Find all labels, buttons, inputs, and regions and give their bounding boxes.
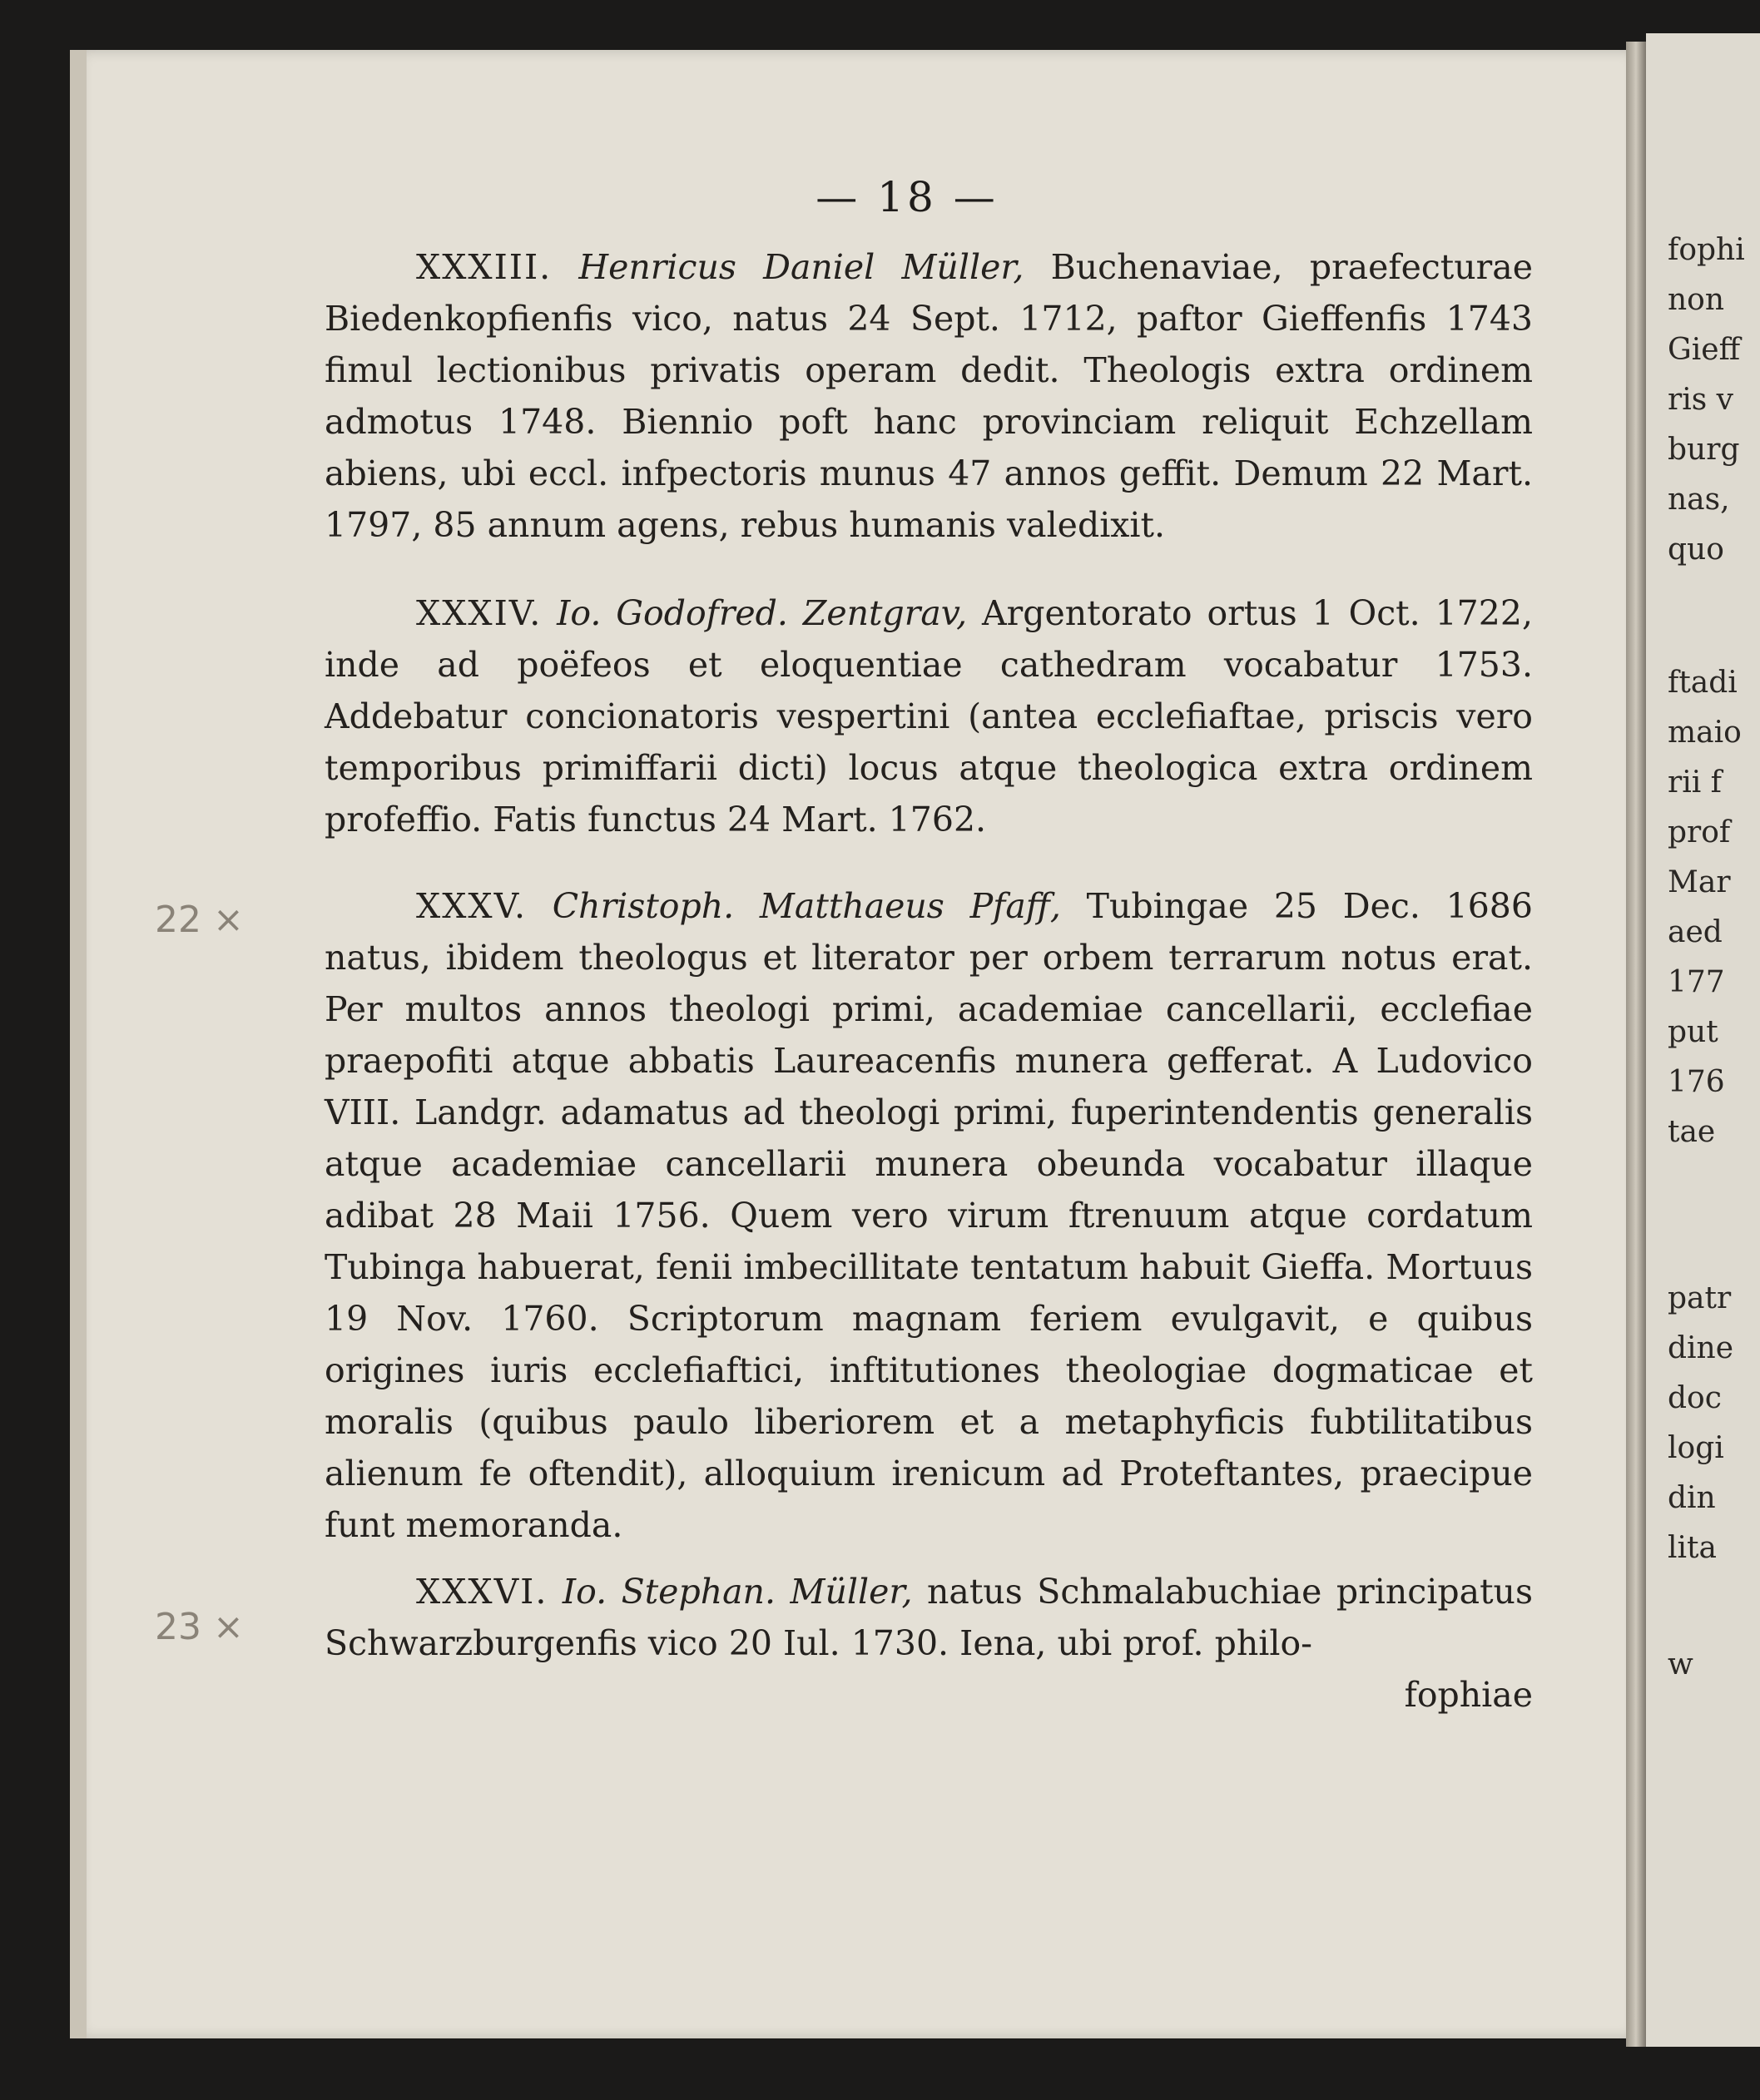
entry-numeral: XXXV. <box>416 886 528 926</box>
entry-36 <box>325 1566 1533 1669</box>
adjacent-page-fragment: quo <box>1668 532 1724 567</box>
entry-numeral: XXXIII. <box>416 247 553 287</box>
adjacent-page-fragment: Gieff <box>1668 333 1741 367</box>
adjacent-page-fragment: burg <box>1668 433 1740 467</box>
adjacent-page-fragment: logi <box>1668 1431 1724 1465</box>
adjacent-page-fragment: put <box>1668 1015 1718 1049</box>
entry-text: Tubingae 25 Dec. 1686 natus, ibidem theologus et literator per orbem terrarum notus erat. Per multos annos theologi primi, academiae cancellarii, ecclefiae praepofiti atque abbatis Laureacenfis munera gefferat. A Ludovico VIII. Landgr. adamatus ad theologi primi, fuperintendentis generalis atque academiae cancellarii munera obeunda vocabatur illaque adibat 28 Maii 1756. Quem vero virum ftrenuum atque cordatum Tubinga habuerat, fenii imbecillitate tentatum habuit Gieffa. Mortuus 19 Nov. 1760. Scriptorum magnam feriem evulgavit, e quibus origines iuris ecclefiaftici, inftitutiones theologiae dogmaticae et moralis (quibus paulo liberiorem et a metaphyficis fubtilitatibus alienum fe oftendit), alloquium irenicum ad Proteftantes, praecipue funt memoranda. <box>325 886 1533 1545</box>
entry-text: Argentorato ortus 1 Oct. 1722, inde ad poëfeos et eloquentiae cathedram vocabatur 1753. Addebatur concionatoris vespertini (antea ecclefiaftae, priscis vero temporibus primiffarii dicti) locus atque theologica extra ordinem profeffio. Fatis functus 24 Mart. 1762. <box>325 593 1533 840</box>
adjacent-page-fragment: ris v <box>1668 383 1733 417</box>
adjacent-page-fragment: aed <box>1668 915 1723 949</box>
entry-text: Buchenaviae, praefecturae Biedenkopfienfis vico, natus 24 Sept. 1712, paftor Gieffenfis 1743 fimul lectionibus privatis operam dedit. Theologis extra ordinem admotus 1748. Biennio poft hanc provinciam reliquit Echzellam abiens, ubi eccl. infpectoris munus 47 annos geffit. Demum 22 Mart. 1797, 85 annum agens, rebus humanis valedixit. <box>325 247 1533 545</box>
adjacent-page-fragment: 176 <box>1668 1065 1725 1099</box>
entry-33 <box>325 241 1533 551</box>
margin-note-1: 22 × <box>155 899 244 941</box>
adjacent-page-fragment: lita <box>1668 1531 1717 1565</box>
adjacent-page-fragment: fophi <box>1668 233 1745 267</box>
entry-text: natus Schmalabuchiae principatus Schwarzburgenfis vico 20 Iul. 1730. Iena, ubi prof. philo- <box>325 1572 1533 1663</box>
adjacent-page-fragment: Mar <box>1668 865 1731 899</box>
entry-name: Io. Stephan. Müller, <box>562 1572 913 1612</box>
adjacent-page-fragment: prof <box>1668 815 1731 849</box>
entry-34 <box>325 587 1533 845</box>
adjacent-page-fragment: nas, <box>1668 483 1730 517</box>
adjacent-page-fragment: din <box>1668 1481 1716 1515</box>
entry-numeral: XXXVI. <box>416 1572 548 1612</box>
adjacent-page <box>1646 33 1760 2047</box>
adjacent-page-fragment: maio <box>1668 716 1742 750</box>
adjacent-page-fragment: non <box>1668 283 1725 317</box>
page-number: — 18 — <box>816 173 999 221</box>
entry-name: Henricus Daniel Müller, <box>578 247 1024 287</box>
adjacent-page-fragment: dine <box>1668 1331 1734 1365</box>
adjacent-page-fragment: doc <box>1668 1381 1722 1415</box>
book-gutter <box>1626 42 1646 2047</box>
catchword: fophiae <box>1404 1675 1533 1715</box>
margin-note-2: 23 × <box>155 1606 244 1648</box>
adjacent-page-fragment: patr <box>1668 1281 1732 1315</box>
adjacent-page-fragment: ftadi <box>1668 666 1738 700</box>
adjacent-page-fragment: rii f <box>1668 765 1723 800</box>
entry-numeral: XXXIV. <box>416 593 543 633</box>
adjacent-page-fragment: tae <box>1668 1115 1716 1149</box>
adjacent-page-fragment: 177 <box>1668 965 1725 999</box>
adjacent-page-fragment: w <box>1668 1647 1693 1681</box>
entry-35 <box>325 880 1533 1551</box>
entry-name: Io. Godofred. Zentgrav, <box>557 593 968 633</box>
entry-name: Christoph. Matthaeus Pfaff, <box>552 886 1061 926</box>
